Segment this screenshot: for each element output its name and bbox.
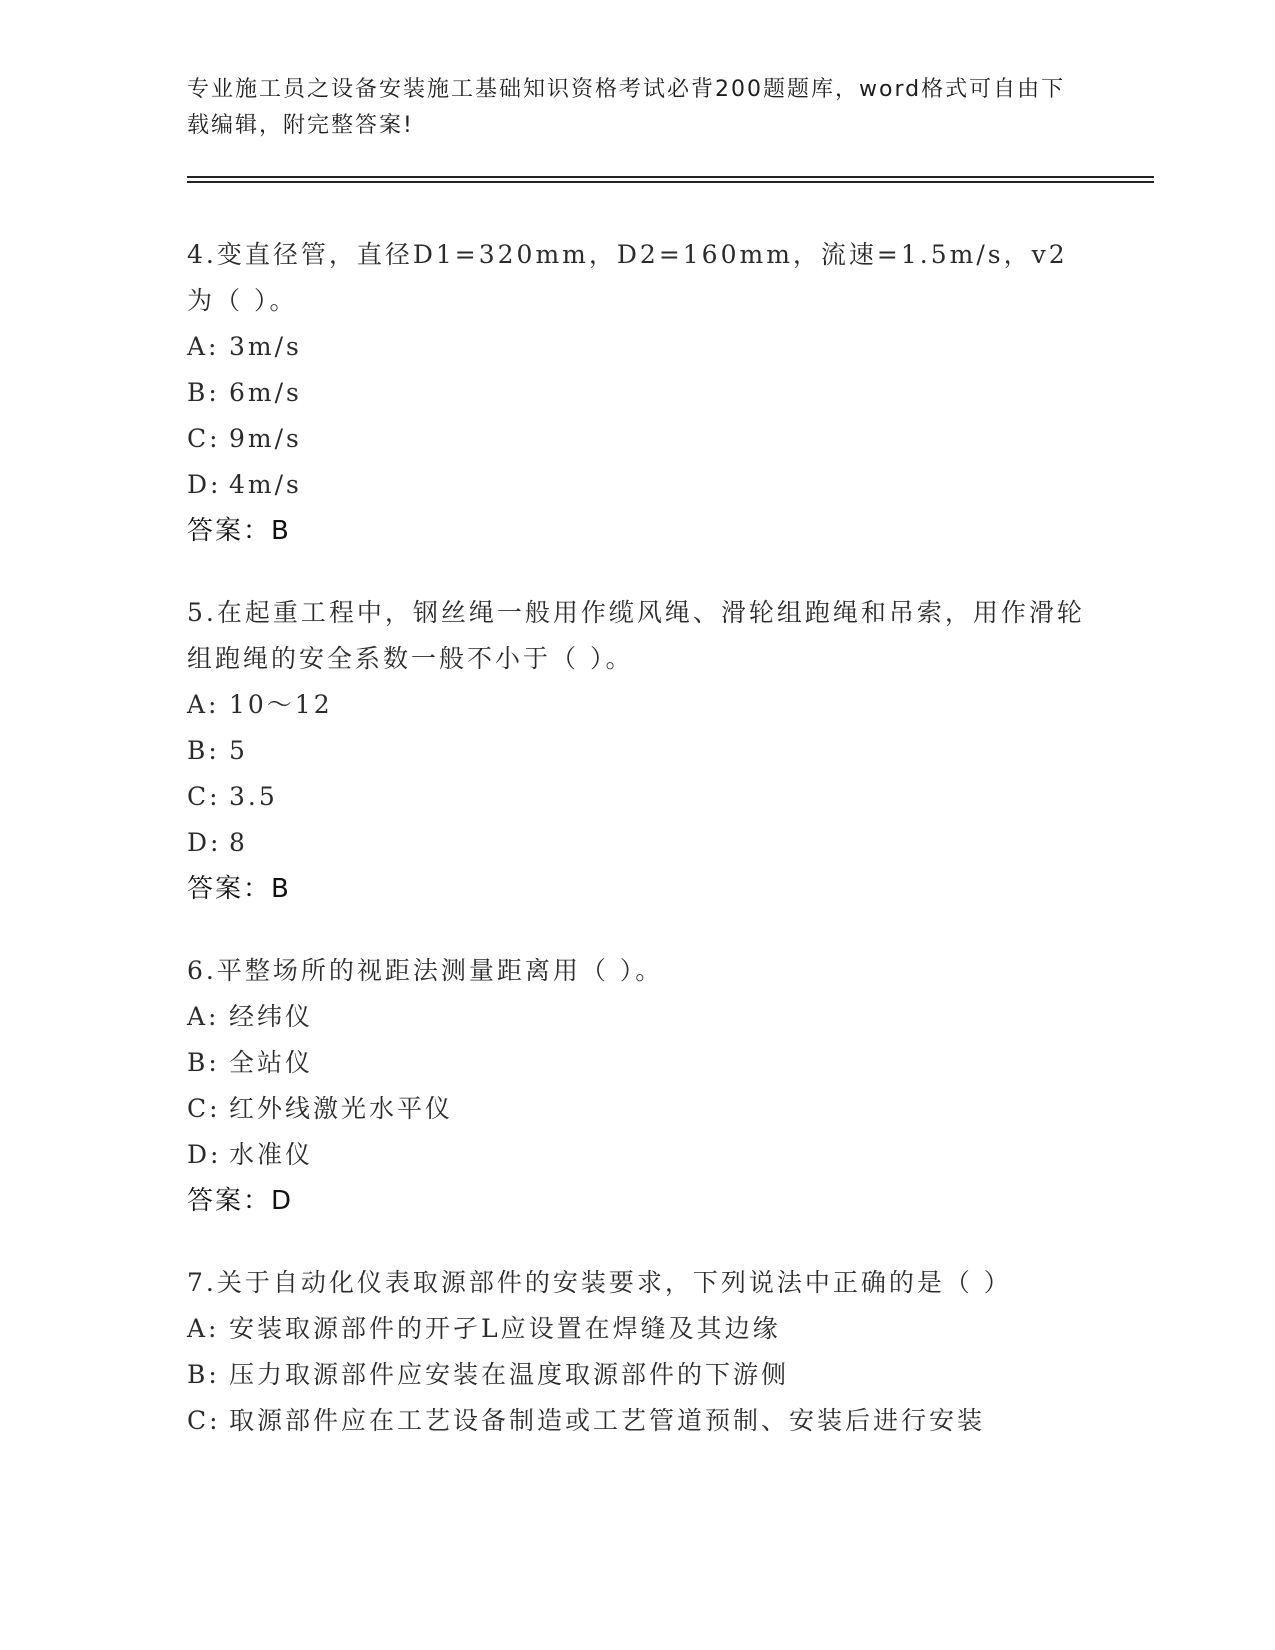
option-text: 压力取源部件应安装在温度取源部件的下游侧 xyxy=(229,1360,790,1389)
option-b xyxy=(187,1040,1087,1086)
question-text: 7.关于自动化仪表取源部件的安装要求，下列说法中正确的是（ ） xyxy=(187,1268,1012,1297)
option-key: B: xyxy=(187,1048,220,1077)
question-list xyxy=(187,232,1087,1480)
option-text: 经纬仪 xyxy=(229,1002,314,1031)
option-key: A: xyxy=(187,1314,220,1343)
option-key: A: xyxy=(187,332,220,361)
option-key: B: xyxy=(187,1360,220,1389)
option-key: D: xyxy=(187,828,222,857)
option-d xyxy=(187,1132,1087,1178)
option-text: 8 xyxy=(229,828,248,857)
option-key: C: xyxy=(187,424,221,453)
option-text: 全站仪 xyxy=(229,1048,314,1077)
option-c xyxy=(187,1086,1087,1132)
option-text: 4m/s xyxy=(229,470,302,499)
option-key: D: xyxy=(187,1140,222,1169)
question-5 xyxy=(187,590,1087,912)
question-text: 4.变直径管，直径D1=320mm，D2=160mm，流速=1.5m/s，v2为（ ）。 xyxy=(187,240,1068,315)
option-text: 5 xyxy=(229,736,248,765)
option-b xyxy=(187,1352,1087,1398)
option-key: C: xyxy=(187,1094,221,1123)
option-key: C: xyxy=(187,1406,221,1435)
option-b xyxy=(187,728,1087,774)
question-4 xyxy=(187,232,1087,554)
option-text: 安装取源部件的开孑L应设置在焊缝及其边缘 xyxy=(229,1314,781,1343)
answer-line: 答案：B xyxy=(187,874,291,904)
option-a xyxy=(187,994,1087,1040)
option-text: 6m/s xyxy=(229,378,302,407)
option-key: C: xyxy=(187,782,221,811)
option-text: 9m/s xyxy=(229,424,302,453)
option-d xyxy=(187,462,1087,508)
option-text: 红外线激光水平仪 xyxy=(229,1094,454,1123)
option-text: 3.5 xyxy=(229,782,278,811)
question-text: 5.在起重工程中，钢丝绳一般用作缆风绳、滑轮组跑绳和吊索，用作滑轮组跑绳的安全系数一般不小于（ ）。 xyxy=(187,598,1085,673)
option-text: 10～12 xyxy=(229,690,333,719)
option-c xyxy=(187,774,1087,820)
document-header: 专业施工员之设备安装施工基础知识资格考试必背200题题库，word格式可自由下载编辑，附完整答案! xyxy=(187,77,1066,138)
option-key: B: xyxy=(187,378,220,407)
question-6 xyxy=(187,948,1087,1224)
option-a xyxy=(187,324,1087,370)
option-c xyxy=(187,416,1087,462)
header-divider xyxy=(187,176,1154,178)
option-text: 取源部件应在工艺设备制造或工艺管道预制、安装后进行安装 xyxy=(229,1406,986,1435)
option-text: 3m/s xyxy=(229,332,302,361)
option-key: D: xyxy=(187,470,222,499)
option-b xyxy=(187,370,1087,416)
option-d xyxy=(187,820,1087,866)
question-7 xyxy=(187,1260,1087,1444)
option-key: A: xyxy=(187,1002,220,1031)
option-c xyxy=(187,1398,1087,1444)
option-key: A: xyxy=(187,690,220,719)
option-text: 水准仪 xyxy=(229,1140,314,1169)
header-divider-second xyxy=(187,181,1154,183)
answer-line: 答案：D xyxy=(187,1186,294,1216)
option-key: B: xyxy=(187,736,220,765)
answer-line: 答案：B xyxy=(187,516,291,546)
option-a xyxy=(187,1306,1087,1352)
question-text: 6.平整场所的视距法测量距离用（ ）。 xyxy=(187,956,664,985)
option-a xyxy=(187,682,1087,728)
